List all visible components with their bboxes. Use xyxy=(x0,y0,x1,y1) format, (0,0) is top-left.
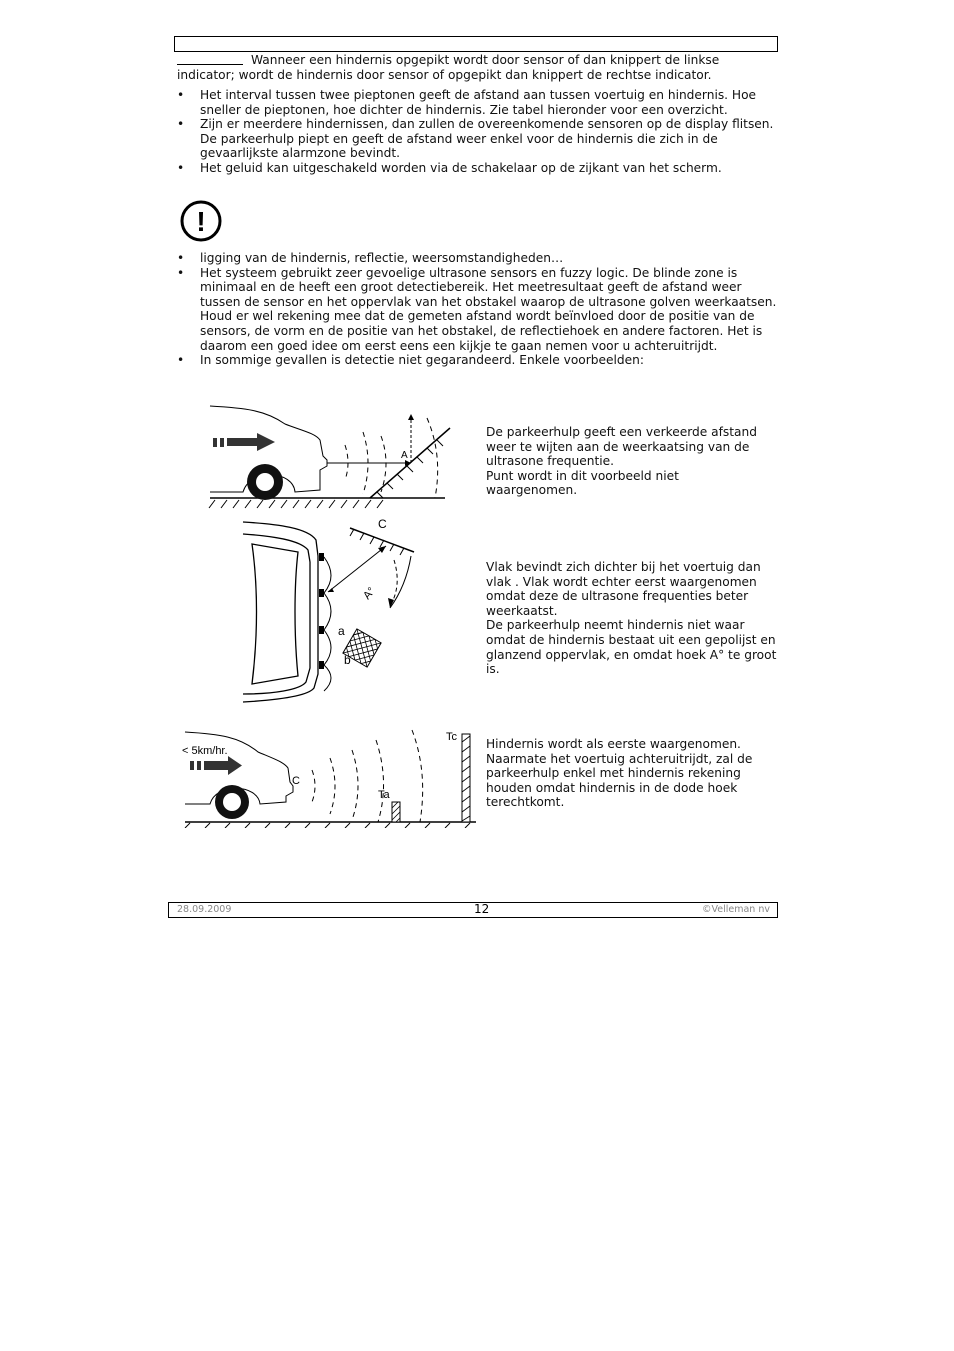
footer-copyright: ©Velleman nv xyxy=(702,904,770,915)
intro-line-2: indicator; wordt de hindernis door sensor of opgepikt dan knippert de rechtse indicator. xyxy=(177,67,712,82)
caption-line: De parkeerhulp neemt hindernis niet waar xyxy=(486,618,745,633)
figure-label-speed: < 5km/hr. xyxy=(182,745,228,757)
figure-label-c3: C xyxy=(292,775,300,787)
caption-line: parkeerhulp enkel met hindernis rekening xyxy=(486,766,741,781)
caption-line: weer te wijten aan de weerkaatsing van de xyxy=(486,439,750,454)
footer-page-number: 12 xyxy=(474,902,490,916)
figure-low-obstacle xyxy=(180,722,480,828)
caption-line: omdat de hindernis bestaat uit een gepolijst en xyxy=(486,632,776,647)
caption-2 xyxy=(486,560,778,677)
intro-line-1: Wanneer een hindernis opgepikt wordt door sensor of dan knippert de linkse xyxy=(251,53,720,67)
intro-paragraph xyxy=(177,53,777,82)
header-box xyxy=(174,36,778,52)
caption-line: Naarmate het voertuig achteruitrijdt, zal de xyxy=(486,751,753,766)
figure-label-c: C xyxy=(378,517,387,531)
caption-line: ultrasone frequentie. xyxy=(486,454,615,469)
list-item: • Het geluid kan uitgeschakeld worden via de schakelaar op de zijkant van het scherm. xyxy=(177,161,777,176)
figure-label-b-small: b xyxy=(344,653,351,667)
bullet-list-bottom xyxy=(177,251,777,368)
caption-1 xyxy=(486,425,778,498)
caption-line: terechtkomt. xyxy=(486,795,565,810)
caption-line: vlak . Vlak wordt echter eerst waargenomen xyxy=(486,574,757,589)
footer-box xyxy=(168,902,778,918)
figure-top-view xyxy=(238,516,423,706)
figure-label-angle: A° xyxy=(361,585,378,602)
figure-label-ta: Ta xyxy=(378,789,390,801)
caption-line: weerkaatst. xyxy=(486,603,558,618)
list-item: • Het systeem gebruikt zeer gevoelige ultrasone sensors en fuzzy logic. De blinde zone is minimaal en de heeft een groot detectiebereik. Het meetresultaat geeft de afstand weer tussen de sensor en het oppervlak van het obstakel waarop de ultrasone golven weerkaatsen. Houd er wel rekening mee dat de gemeten afstand wordt beïnvloed door de positie van de sensors, de vorm en de positie van het obstakel, de reflectiehoek en andere factoren. Het is daarom een goed idee om eerst eens een kijkje te gaan nemen voor u achteruitrijdt. xyxy=(177,266,777,354)
figure-label-a-small: a xyxy=(338,624,345,638)
caption-line: glanzend oppervlak, en omdat hoek A° te groot xyxy=(486,647,777,662)
caption-line: omdat deze de ultrasone frequenties beter xyxy=(486,589,749,604)
caption-line: Hindernis wordt als eerste waargenomen. xyxy=(486,737,741,751)
list-item: • In sommige gevallen is detectie niet gegarandeerd. Enkele voorbeelden: xyxy=(177,353,777,368)
underline-blank xyxy=(177,64,243,65)
caption-line: is. xyxy=(486,662,500,677)
caption-line: houden omdat hindernis in de dode hoek xyxy=(486,780,738,795)
list-item: • Het interval tussen twee pieptonen geeft de afstand aan tussen voertuig en hindernis. Hoe sneller de pieptonen, hoe dichter de hindernis. Zie tabel hieronder voor een overzicht. xyxy=(177,88,777,117)
caption-line: Punt wordt in dit voorbeeld niet xyxy=(486,468,679,483)
warning-symbol: ! xyxy=(196,206,206,237)
list-item: • ligging van de hindernis, reflectie, weersomstandigheden… xyxy=(177,251,777,266)
footer-date: 28.09.2009 xyxy=(177,904,232,915)
figure-label-tc: Tc xyxy=(446,731,457,743)
figure-slanted-wall xyxy=(205,400,455,512)
caption-line: De parkeerhulp geeft een verkeerde afstand xyxy=(486,425,757,439)
bullet-list-top xyxy=(177,88,777,176)
list-item: • Zijn er meerdere hindernissen, dan zullen de overeenkomende sensoren op de display flitsen. De parkeerhulp piept en geeft de afstand weer enkel voor de hindernis die zich in de gevaarlijkste alarmzone bevindt. xyxy=(177,117,777,161)
warning-icon xyxy=(180,200,222,242)
caption-3 xyxy=(486,737,778,810)
caption-line: Vlak bevindt zich dichter bij het voertuig dan xyxy=(486,560,761,574)
figure-label-a: A xyxy=(401,450,408,461)
caption-line: waargenomen. xyxy=(486,483,578,498)
